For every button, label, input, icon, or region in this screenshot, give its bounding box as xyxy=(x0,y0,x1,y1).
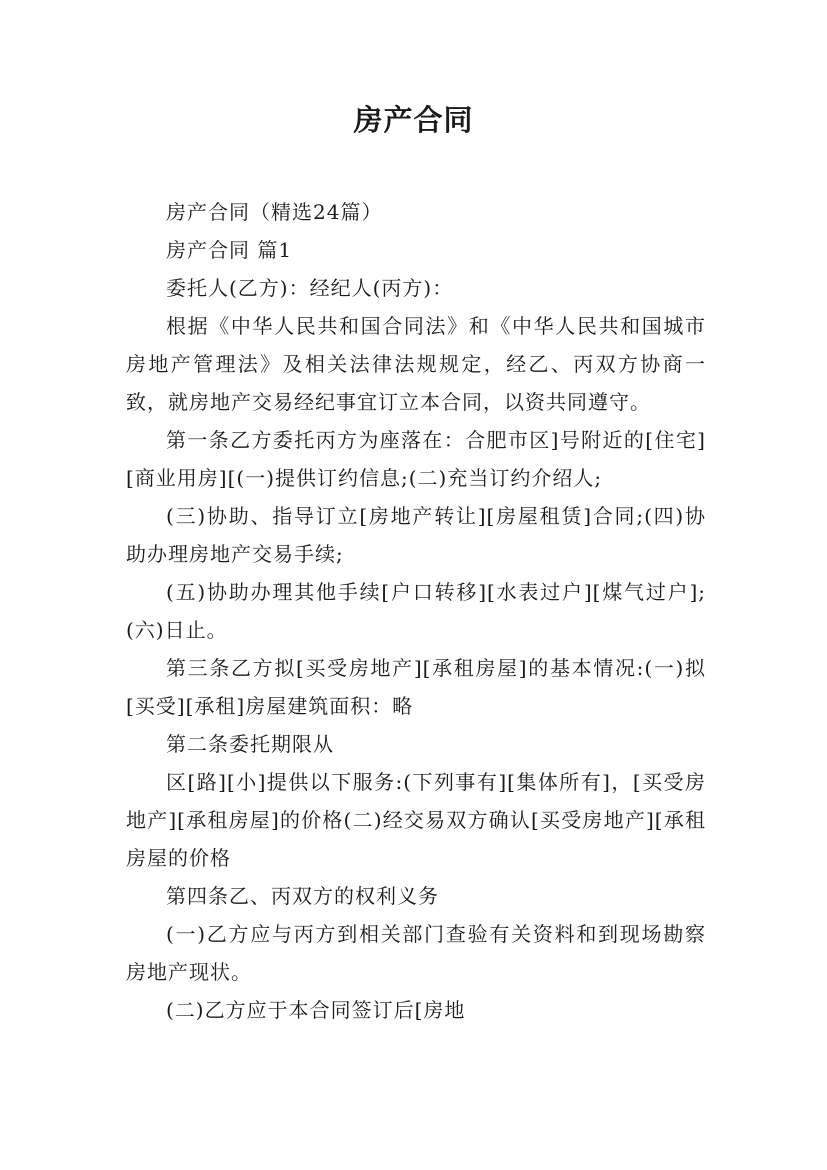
paragraph-article-2: 第二条委托期限从 xyxy=(166,732,334,756)
document-title: 房产合同 xyxy=(353,103,474,137)
paragraph-article-3: 第三条乙方拟[买受房地产][承租房屋]的基本情况:(一)拟[买受][承租]房屋建筑面积：略 xyxy=(126,656,706,718)
paragraph-collection-heading: 房产合同（精选24篇） xyxy=(166,200,383,224)
paragraph-section-heading: 房产合同 篇1 xyxy=(166,238,293,262)
paragraph-parties: 委托人(乙方)：经纪人(丙方)： xyxy=(166,276,454,300)
paragraph-obligation-2: (二)乙方应于本合同签订后[房地 xyxy=(166,998,466,1022)
paragraph-obligation-1: (一)乙方应与丙方到相关部门查验有关资料和到现场勘察房地产现状。 xyxy=(126,922,706,984)
document-body xyxy=(126,193,706,1029)
paragraph-service-3-4: (三)协助、指导订立[房地产转让][房屋租赁]合同;(四)协助办理房地产交易手续; xyxy=(126,504,706,566)
paragraph-article-1: 第一条乙方委托丙方为座落在：合肥市区]号附近的[住宅][商业用房][(一)提供订约信息;(二)充当订约介绍人; xyxy=(126,428,706,490)
paragraph-service-5-6: (五)协助办理其他手续[户口转移][水表过户][煤气过户];(六)日止。 xyxy=(126,580,706,642)
paragraph-legal-basis: 根据《中华人民共和国合同法》和《中华人民共和国城市房地产管理法》及相关法律法规规定，经乙、丙双方协商一致，就房地产交易经纪事宜订立本合同，以资共同遵守。 xyxy=(126,314,706,414)
paragraph-article-4: 第四条乙、丙双方的权利义务 xyxy=(166,884,439,908)
paragraph-services-price: 区[路][小]提供以下服务:(下列事有][集体所有]，[买受房地产][承租房屋]的价格(二)经交易双方确认[买受房地产][承租房屋的价格 xyxy=(126,770,706,870)
